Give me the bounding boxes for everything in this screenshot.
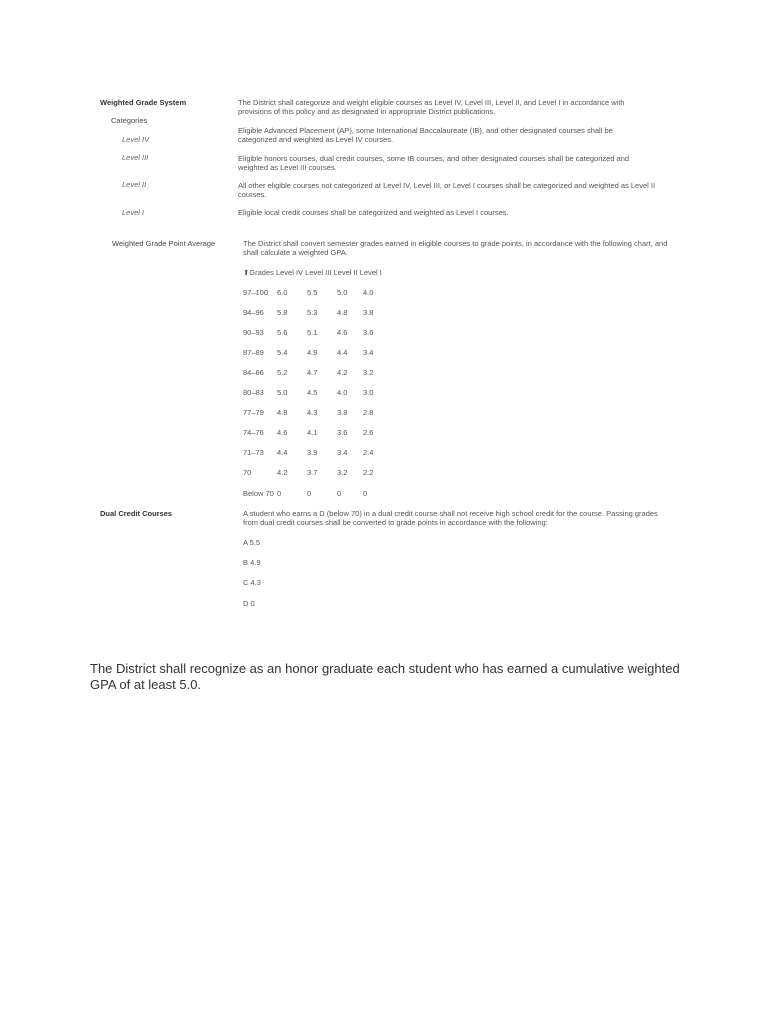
- grade-range-cell: 71–73: [243, 448, 264, 457]
- weighted-gpa-heading: Weighted Grade Point Average: [112, 239, 216, 248]
- level-ii-cell: 4.0: [337, 388, 348, 397]
- level-iv-cell: 4.8: [277, 408, 288, 417]
- level-iv-cell: 4.6: [277, 428, 288, 437]
- grade-range-cell: 90–93: [243, 328, 264, 337]
- honor-graduate-paragraph: The District shall recognize as an honor graduate each student who has earned a cumulative weighted GPA of at least 5.0.: [90, 661, 680, 692]
- level-ii-cell: 4.4: [337, 348, 348, 357]
- grade-range-cell: 97–100: [243, 288, 269, 297]
- dual-credit-grade-d: D 0: [243, 599, 255, 608]
- level-ii-cell: 3.6: [337, 428, 348, 437]
- level-iii-cell: 4.3: [307, 408, 318, 417]
- weighted-grade-system-heading: Weighted Grade System: [100, 98, 187, 107]
- level-i-cell: 3.6: [363, 328, 374, 337]
- grade-range-cell: 87–89: [243, 348, 264, 357]
- level-iii-cell: 5.1: [307, 328, 318, 337]
- level-iii-cell: 5.5: [307, 288, 318, 297]
- level-iii-cell: 4.7: [307, 368, 318, 377]
- level-i-cell: 2.8: [363, 408, 374, 417]
- level-i-text: Eligible local credit courses shall be categorized and weighted as Level I courses.: [238, 208, 509, 217]
- level-iii-cell: 4.5: [307, 388, 318, 397]
- level-iii-label: Level III: [122, 153, 149, 162]
- level-i-cell: 2.4: [363, 448, 374, 457]
- level-iii-cell: 5.3: [307, 308, 318, 317]
- level-iii-text: Eligible honors courses, dual credit courses, some IB courses, and other designated courses shall be categorized and weighted as Level III courses.: [238, 154, 630, 172]
- weighted-grade-system-intro: The District shall categorize and weight eligible courses as Level IV, Level III, Level II, and Level I in accordance with provisions of this policy and as designated in appropriate District publications.: [238, 98, 625, 116]
- level-iv-cell: 6.0: [277, 288, 288, 297]
- level-iv-cell: 5.2: [277, 368, 288, 377]
- level-ii-cell: 3.4: [337, 448, 348, 457]
- level-ii-text: All other eligible courses not categorized at Level IV, Level III, or Level I courses shall be categorized and weighted as Level II courses.: [238, 181, 656, 199]
- level-i-cell: 3.0: [363, 388, 374, 397]
- level-i-cell: 0: [363, 489, 368, 498]
- level-i-cell: 3.2: [363, 368, 374, 377]
- level-ii-cell: 4.2: [337, 368, 348, 377]
- level-iii-cell: 0: [307, 489, 312, 498]
- level-iv-cell: 4.4: [277, 448, 288, 457]
- level-iii-cell: 4.9: [307, 348, 318, 357]
- dual-credit-grade-b: B 4.9: [243, 558, 261, 567]
- level-i-cell: 3.4: [363, 348, 374, 357]
- grade-table-header: ⬆Grades Level IV Level III Level II Level I: [243, 268, 382, 277]
- level-iv-cell: 5.8: [277, 308, 288, 317]
- grade-range-cell: 74–76: [243, 428, 264, 437]
- level-ii-cell: 3.8: [337, 408, 348, 417]
- grade-range-cell: 77–79: [243, 408, 264, 417]
- level-ii-cell: 0: [337, 489, 342, 498]
- level-i-label: Level I: [122, 208, 145, 217]
- level-ii-cell: 4.8: [337, 308, 348, 317]
- level-i-cell: 4.0: [363, 288, 374, 297]
- grade-range-cell: 80–83: [243, 388, 264, 397]
- level-ii-cell: 5.0: [337, 288, 348, 297]
- grade-range-cell: 94–96: [243, 308, 264, 317]
- level-iv-label: Level IV: [122, 135, 150, 144]
- grade-range-cell: 84–86: [243, 368, 264, 377]
- level-iii-cell: 4.1: [307, 428, 318, 437]
- level-ii-cell: 3.2: [337, 468, 348, 477]
- grade-range-cell: 70: [243, 468, 252, 477]
- level-iv-text: Eligible Advanced Placement (AP), some International Baccalaureate (IB), and other designated courses shall be categorized and weighted as Level IV courses.: [238, 126, 613, 144]
- level-ii-label: Level II: [122, 180, 147, 189]
- level-i-cell: 2.6: [363, 428, 374, 437]
- level-iii-cell: 3.9: [307, 448, 318, 457]
- level-iii-cell: 3.7: [307, 468, 318, 477]
- level-iv-cell: 5.4: [277, 348, 288, 357]
- dual-credit-grade-c: C 4.3: [243, 578, 261, 587]
- level-iv-cell: 4.2: [277, 468, 288, 477]
- weighted-gpa-intro: The District shall convert semester grades earned in eligible courses to grade points, in accordance with the following chart, and shall calculate a weighted GPA.: [243, 239, 668, 257]
- dual-credit-grade-a: A 5.5: [243, 538, 261, 547]
- dual-credit-heading: Dual Credit Courses: [100, 509, 173, 518]
- level-ii-cell: 4.6: [337, 328, 348, 337]
- level-i-cell: 2.2: [363, 468, 374, 477]
- dual-credit-text: A student who earns a D (below 70) in a dual credit course shall not receive high school credit for the course. Passing grades from dual credit courses shall be converted to grade points in accordance with the following:: [243, 509, 658, 527]
- level-iv-cell: 5.6: [277, 328, 288, 337]
- level-i-cell: 3.8: [363, 308, 374, 317]
- categories-label: Categories: [111, 116, 148, 125]
- grade-range-cell: Below 70: [243, 489, 274, 498]
- level-iv-cell: 5.0: [277, 388, 288, 397]
- level-iv-cell: 0: [277, 489, 282, 498]
